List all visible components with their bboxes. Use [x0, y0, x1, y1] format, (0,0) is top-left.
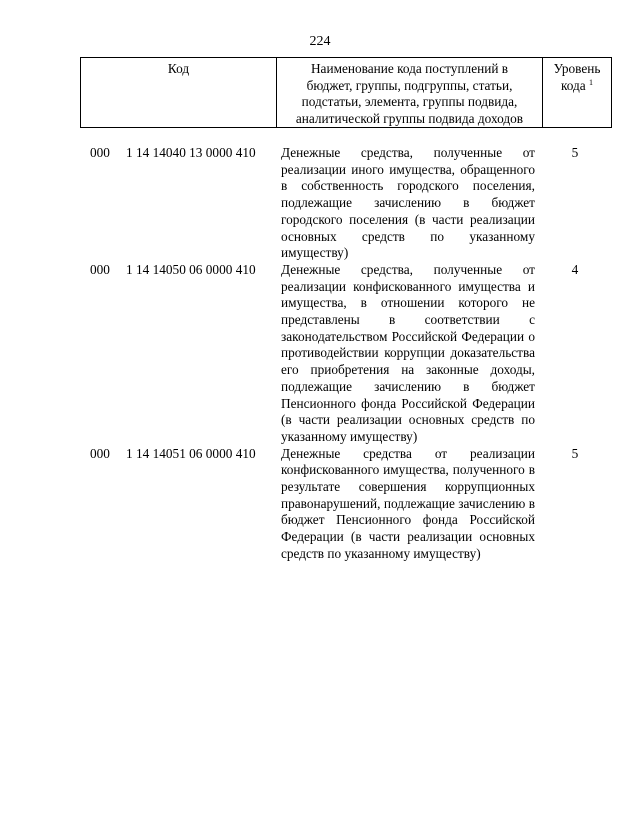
code-level: 5: [571, 145, 579, 160]
header-level-line2: [543, 78, 611, 95]
income-code: 1 14 14051 06 0000 410: [126, 445, 256, 461]
footnote-marker: 1: [589, 77, 594, 87]
header-code: Код: [81, 58, 277, 128]
table-row: [80, 446, 608, 563]
header-level: [543, 58, 612, 128]
income-name: Денежные средства, полученные от реализации конфискованного имущества и имущества, в отношении которого не представлены в соответствии с законодательством Российской Федерации о противодействии коррупции доказательства его приобретения на законные доходы, подлежащие зачислению в бюджет Пенсионного фонда Российской Федерации (в части реализации основных средств по указанному имуществу): [281, 261, 535, 444]
income-code: 1 14 14040 13 0000 410: [126, 145, 256, 160]
code-level: 5: [571, 445, 579, 461]
table-row: [80, 262, 608, 446]
header-row: [81, 58, 612, 128]
income-name: Денежные средства от реализации конфискованного имущества, полученного в результате совершения коррупционных правонарушений, подлежащие зачислению в бюджет Пенсионного фонда Российской Федерации (в части реализации основных средств по указанному имуществу): [281, 445, 535, 561]
header-table: [80, 57, 612, 128]
page-number: 224: [309, 34, 331, 49]
admin-code: 000: [90, 445, 110, 461]
header-name-line: аналитической группы подвида доходов: [295, 110, 524, 126]
header-name-line: подстатьи, элемента, группы подвида,: [301, 94, 518, 109]
income-code-list: [80, 145, 608, 563]
header-name-line: бюджет, группы, подгруппы, статьи,: [306, 77, 513, 93]
admin-code: 000: [90, 145, 110, 160]
header-name-line: Наименование кода поступлений в: [310, 61, 509, 76]
income-code: 1 14 14050 06 0000 410: [126, 261, 256, 277]
income-name: Денежные средства, полученные от реализации иного имущества, обращенного в собственность городского поселения, подлежащие зачислению в бюджет городского поселения (в части реализации основных средств по указанному имуществу): [281, 145, 535, 261]
code-level: 4: [571, 261, 579, 277]
table-row: [80, 145, 608, 262]
admin-code: 000: [90, 261, 110, 277]
header-level-line1: Уровень: [553, 61, 601, 76]
header-name: [277, 58, 543, 128]
header-level-text: кода: [560, 77, 586, 93]
